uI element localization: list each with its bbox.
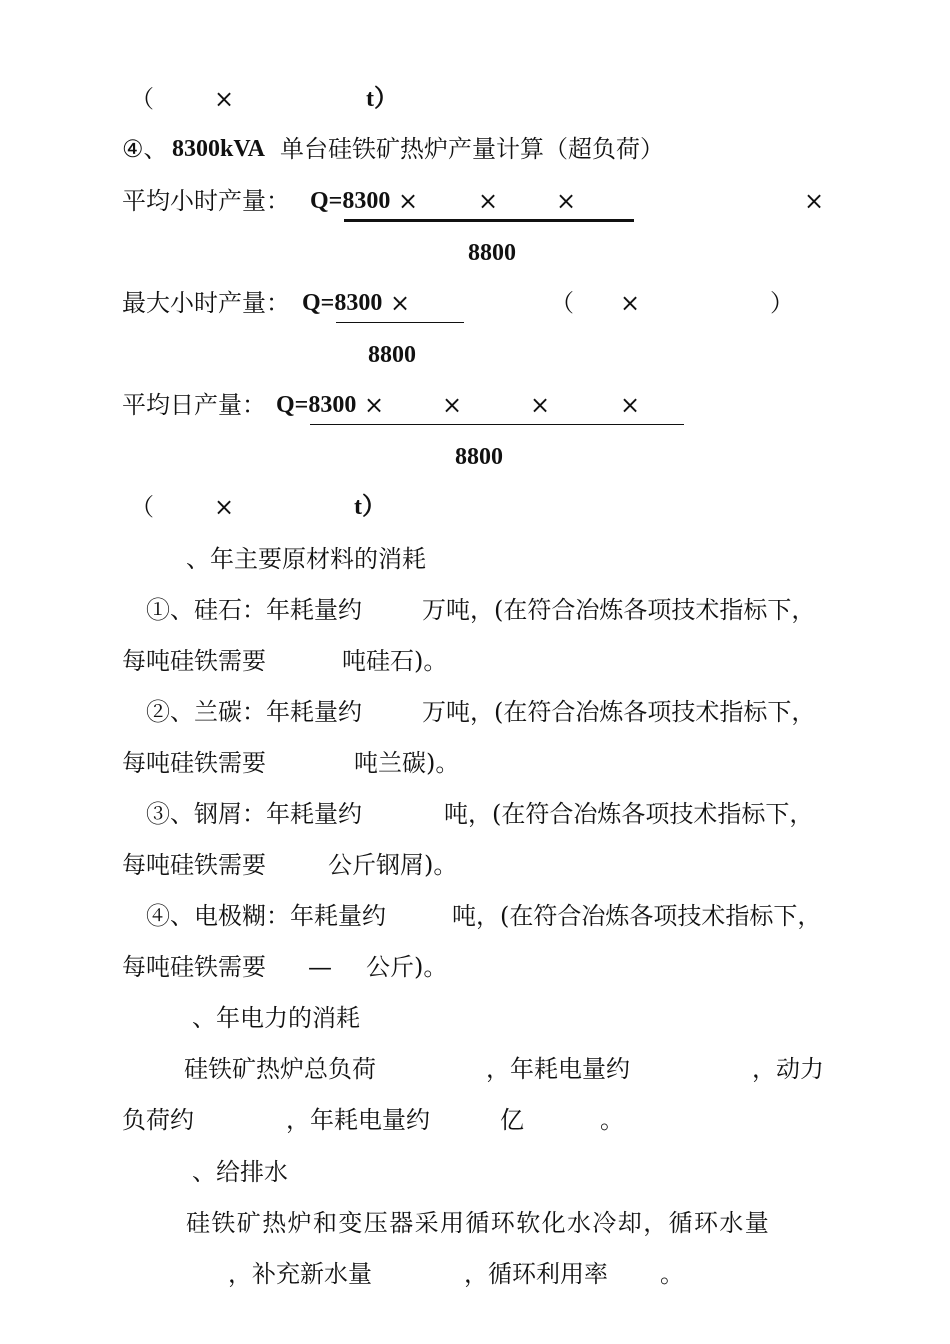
avg-day-fraction-bar — [310, 424, 684, 425]
line1-times: × — [214, 85, 235, 113]
power-motive-label: ，动力 — [752, 1055, 824, 1083]
line1-unit: t） — [366, 86, 398, 112]
avg-day-label: 平均日产量： — [122, 391, 266, 419]
power-heading: 、年电力的消耗 — [192, 1004, 360, 1032]
paste-per-ton-dash: — — [308, 953, 332, 981]
avg-day-denominator: 8800 — [455, 444, 503, 470]
avg-hour-denominator: 8800 — [468, 240, 516, 266]
max-hour-formula: Q=8300 — [302, 290, 383, 316]
paste-unit-note: 吨，(在符合冶炼各项技术指标下， — [452, 902, 822, 930]
avg-day-times-2: × — [442, 391, 463, 419]
materials-heading: 、年主要原材料的消耗 — [186, 545, 426, 573]
line1-open-paren: （ — [130, 85, 154, 113]
max-hour-times-2: × — [620, 289, 641, 317]
silica-per-ton-unit: 吨硅石)。 — [342, 647, 448, 675]
power-load-about: 负荷约 — [122, 1106, 194, 1134]
max-hour-label: 最大小时产量： — [122, 289, 290, 317]
water-heading: 、给排水 — [192, 1158, 288, 1186]
avg-day-times-1: × — [364, 391, 385, 419]
avg-day-times-4: × — [620, 391, 641, 419]
paste-consumption: ④、电极糊：年耗量约 — [146, 902, 386, 930]
paste-per-ton-unit: 公斤)。 — [366, 953, 448, 981]
coke-unit-note: 万吨，(在符合冶炼各项技术指标下， — [422, 698, 816, 726]
line2-open-paren: （ — [130, 493, 154, 521]
water-period: 。 — [660, 1260, 684, 1288]
section4-title: 单台硅铁矿热炉产量计算（超负荷） — [280, 135, 664, 163]
max-hour-denominator: 8800 — [368, 342, 416, 368]
max-hour-fraction-bar — [336, 322, 464, 323]
steel-per-ton-unit: 公斤钢屑)。 — [328, 851, 458, 879]
section4-capacity: 8300kVA — [172, 136, 265, 162]
max-hour-close-paren: ） — [770, 289, 794, 317]
max-hour-times-1: × — [390, 289, 411, 317]
avg-hour-times-3: × — [556, 187, 577, 215]
coke-per-ton-label: 每吨硅铁需要 — [122, 749, 266, 777]
line2-times: × — [214, 493, 235, 521]
power-period: 。 — [600, 1106, 624, 1134]
steel-consumption: ③、钢屑：年耗量约 — [146, 800, 362, 828]
avg-hour-times-4: × — [804, 187, 825, 215]
power-annual-use-2: ，年耗电量约 — [286, 1106, 430, 1134]
power-unit-yi: 亿 — [500, 1106, 524, 1134]
avg-day-times-3: × — [530, 391, 551, 419]
section4-marker: ④、 — [122, 135, 168, 163]
coke-consumption: ②、兰碳：年耗量约 — [146, 698, 362, 726]
power-annual-use: ，年耗电量约 — [486, 1055, 630, 1083]
water-makeup-label: ，补充新水量 — [228, 1260, 372, 1288]
power-total-load: 硅铁矿热炉总负荷 — [184, 1055, 376, 1083]
steel-unit-note: 吨，(在符合冶炼各项技术指标下， — [444, 800, 814, 828]
max-hour-open-paren: （ — [550, 289, 574, 317]
silica-consumption: ①、硅石：年耗量约 — [146, 596, 362, 624]
avg-hour-fraction-bar — [344, 219, 634, 222]
line2-unit: t） — [354, 494, 386, 520]
avg-hour-times-1: × — [398, 187, 419, 215]
avg-hour-formula: Q=8300 — [310, 188, 391, 214]
water-description: 硅铁矿热炉和变压器采用循环软化水冷却，循环水量 — [186, 1209, 771, 1237]
silica-unit-note: 万吨，(在符合冶炼各项技术指标下， — [422, 596, 816, 624]
paste-per-ton-label: 每吨硅铁需要 — [122, 953, 266, 981]
coke-per-ton-unit: 吨兰碳)。 — [354, 749, 460, 777]
silica-per-ton-label: 每吨硅铁需要 — [122, 647, 266, 675]
avg-day-formula: Q=8300 — [276, 392, 357, 418]
water-recycle-rate-label: ，循环利用率 — [464, 1260, 608, 1288]
steel-per-ton-label: 每吨硅铁需要 — [122, 851, 266, 879]
avg-hour-times-2: × — [478, 187, 499, 215]
avg-hour-label: 平均小时产量： — [122, 187, 290, 215]
